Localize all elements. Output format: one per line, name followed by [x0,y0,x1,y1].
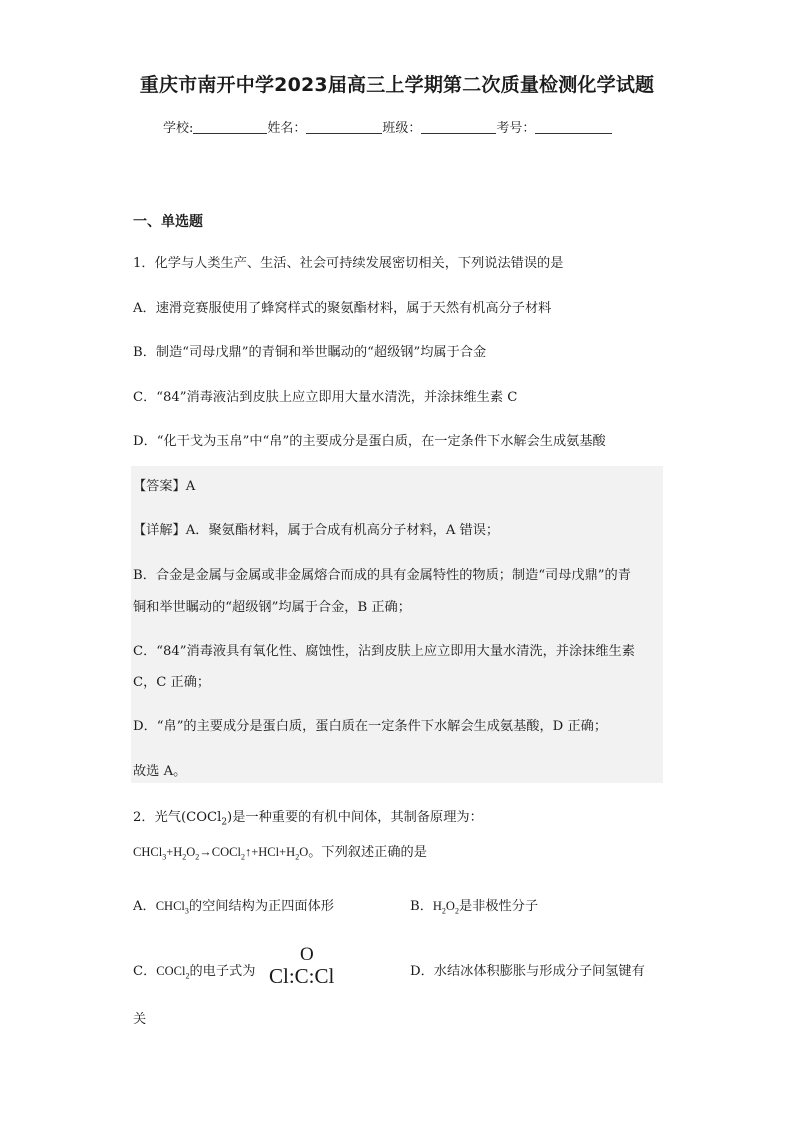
q1-detail-line: 故选 A。 [133,764,187,779]
q2-option-c: C．COCl$_2$的电子式为 [133,964,256,981]
q2-option-d-continued: 关 [133,1012,147,1027]
q1-detail-line: D．“帛”的主要成分是蛋白质，蛋白质在一定条件下水解会生成氨基酸，D 正确； [133,719,608,734]
class-blank[interactable] [421,121,496,134]
exam-title: 重庆市南开中学2023届高三上学期第二次质量检测化学试题 [139,74,655,96]
reaction-equation: $CHCl_3+H_2O_2\to COCl_2↑+HCl+H_2O$ [133,845,309,862]
q1-detail-line: B．合金是金属与金属或非金属熔合而成的具有金属特性的物质；制造“司母戊鼎”的青 [133,568,631,583]
q1-option-c: C．“84”消毒液沾到皮肤上应立即用大量水清洗，并涂抹维生素 C [133,390,518,405]
q1-detail-line: 【详解】A．聚氨酯材料，属于合成有机高分子材料，A 错误； [133,523,500,538]
q2-option-b: B．$H_2O_2$是非极性分子 [410,899,539,916]
school-label: 学校: [163,121,194,136]
q1-option-d: D．“化干戈为玉帛”中“帛”的主要成分是蛋白质，在一定条件下水解会生成氨基酸 [133,434,606,449]
name-label: 姓名： [267,121,307,136]
answer-panel [131,466,663,783]
electron-formula-oxygen: O [300,944,314,965]
electron-formula-main: Cl:C:Cl [269,964,335,988]
q1-stem: 1．化学与人类生产、生活、社会可持续发展密切相关，下列说法错误的是 [133,256,564,271]
school-blank[interactable] [193,121,267,134]
exam-no-label: 考号： [496,121,536,136]
q2-option-a: A．CHCl$_3$的空间结构为正四面体形 [133,899,334,916]
class-label: 班级： [382,121,422,136]
section-title: 一、单选题 [133,214,203,230]
q1-option-b: B．制造“司母戊鼎”的青铜和举世瞩动的“超级钢”均属于合金 [133,345,487,360]
gas-arrow-icon: ↑ [244,845,252,859]
q1-option-a: A．速滑竞赛服使用了蜂窝样式的聚氨酯材料，属于天然有机高分子材料 [133,301,552,316]
exam-no-blank[interactable] [535,121,612,134]
name-blank[interactable] [306,121,382,134]
q2-option-d: D．水结冰体积膨胀与形成分子间氢键有 [410,964,645,979]
q1-detail-line: 铜和举世瞩动的“超级钢”均属于合金，B 正确； [133,600,411,615]
q1-detail-line: C．“84”消毒液具有氧化性、腐蚀性，沾到皮肤上应立即用大量水清洗，并涂抹维生素 [133,644,635,659]
student-info-line [163,117,612,136]
q1-detail-line: C，C 正确； [133,675,211,690]
q2-equation: $CHCl_3+H_2O_2\to COCl_2↑+HCl+H_2O$。下列叙述正确的是 [133,845,427,862]
q2-stem: 2．光气(COCl$_2$)是一种重要的有机中间体，其制备原理为： [133,810,483,828]
q1-answer: 【答案】A [133,479,196,494]
